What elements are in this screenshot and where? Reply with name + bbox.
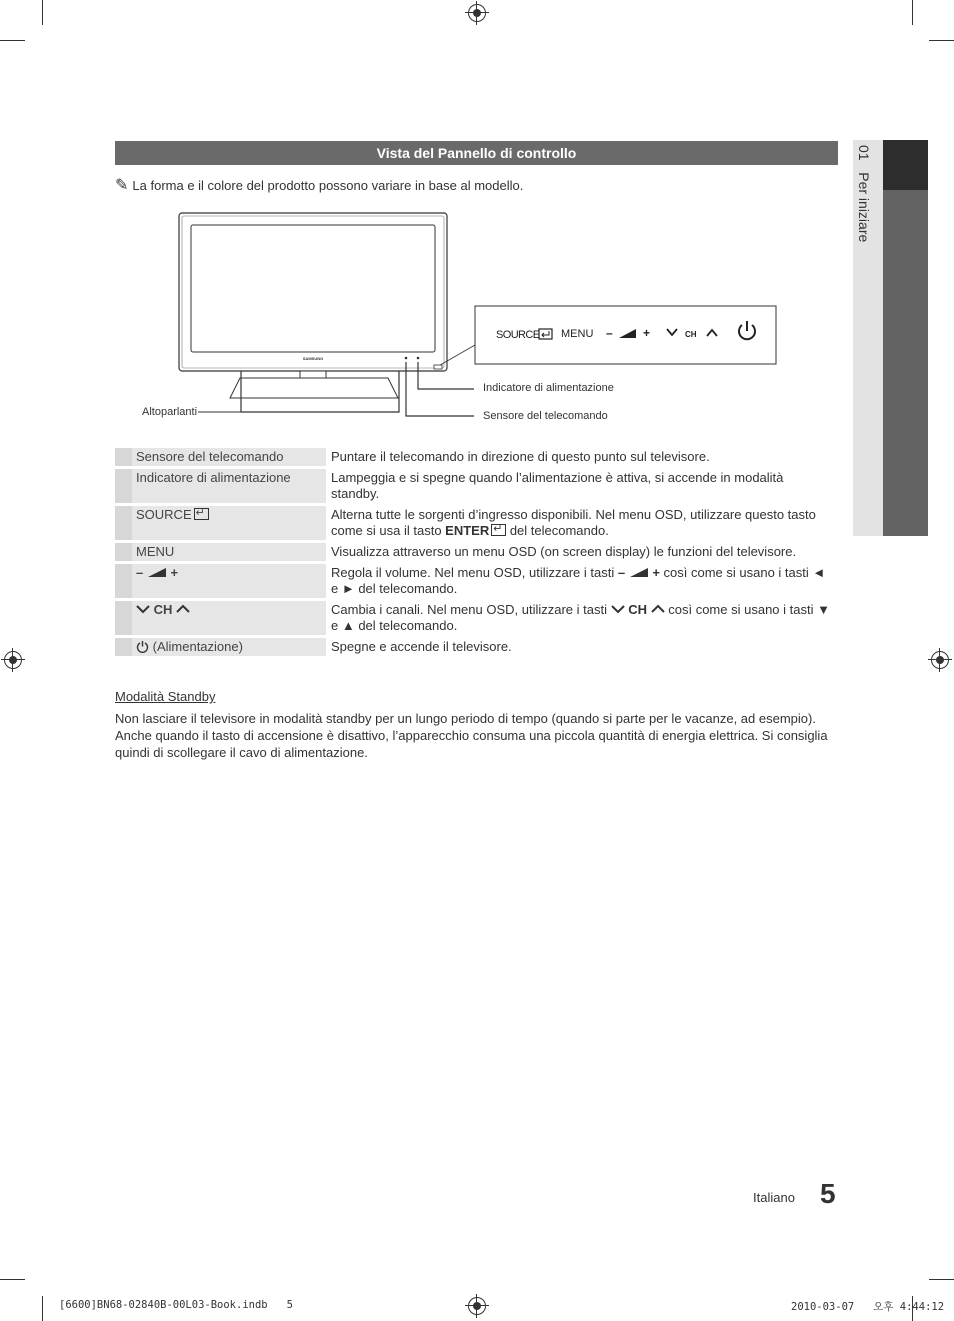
row-name-power: (Alimentazione) (132, 638, 326, 656)
standby-title: Modalità Standby (115, 689, 216, 704)
chevron-up-icon (651, 604, 665, 614)
note-pencil-icon: ✎ (115, 177, 129, 194)
registration-mark-icon (468, 1297, 486, 1315)
tv-screen (191, 225, 435, 352)
tv-diagram (130, 205, 790, 435)
panel-source-label: SOURCE (496, 329, 540, 341)
registration-mark-icon (931, 651, 949, 669)
tv-stand-base (230, 378, 398, 398)
chapter-title: Per iniziare (856, 172, 872, 243)
table-row (115, 469, 838, 503)
label-remote-sensor: Sensore del telecomando (483, 410, 608, 422)
registration-mark-icon (468, 4, 486, 22)
table-row (115, 543, 838, 561)
row-name-volume: – + (132, 564, 326, 598)
volume-icon (147, 567, 167, 578)
crop-mark (929, 40, 954, 41)
sidebar-tab-dark (883, 140, 928, 536)
row-name-source (132, 506, 326, 540)
footer-language: Italiano (753, 1190, 795, 1205)
chevron-up-icon (176, 604, 190, 614)
source-label: SOURCE (136, 507, 192, 522)
crop-mark (0, 1279, 25, 1280)
row-desc: Spegne e accende il televisore. (331, 639, 512, 654)
chapter-number: 01 (856, 145, 872, 161)
panel-vol-plus: + (643, 326, 651, 340)
row-name: Sensore del telecomando (132, 448, 326, 466)
row-desc: Cambia i canali. Nel menu OSD, utilizzare i tasti CH così come si usano i tasti ▼ e ▲ del telecomando. (331, 602, 830, 633)
crop-mark (912, 0, 913, 25)
chevron-down-icon (611, 604, 625, 614)
enter-icon (491, 524, 506, 536)
enter-key-label: ENTER (445, 523, 490, 538)
section-title: Vista del Pannello di controllo (115, 141, 838, 165)
registration-mark-icon (4, 651, 22, 669)
table-row (115, 506, 838, 540)
standby-text: Non lasciare il televisore in modalità standby per un lungo periodo di tempo (quando si parte per le vacanze, ad esempio). Anche quando il tasto di accensione è disattivo, l’apparecchio consuma una piccola quantità di energia elettrica. Si consiglia quindi di scollegare il cavo di alimentazione. (115, 711, 828, 760)
table-row (115, 448, 838, 466)
label-power-indicator: Indicatore di alimentazione (483, 382, 614, 394)
power-icon (136, 640, 149, 653)
chapter-label (856, 145, 872, 242)
crop-mark (42, 1296, 43, 1321)
note (115, 175, 523, 195)
row-name: MENU (132, 543, 326, 561)
panel-vol-minus: – (606, 326, 613, 340)
row-desc: Puntare il telecomando in direzione di questo punto sul televisore. (331, 449, 710, 464)
panel-ch-label: CH (685, 330, 697, 339)
row-desc: Alterna tutte le sorgenti d’ingresso disponibili. Nel menu OSD, utilizzare questo tasto come si usa il tasto ENTER↵ del telecomando. (326, 506, 838, 540)
print-slug-file: [6600]BN68-02840B-00L03-Book.indb 5 (59, 1299, 293, 1311)
source-enter-icon (194, 508, 209, 520)
row-desc: Visualizza attraverso un menu OSD (on screen display) le funzioni del televisore. (331, 544, 797, 559)
row-desc: Regola il volume. Nel menu OSD, utilizzare i tasti – + così come si usano i tasti ◄ e ► del telecomando. (331, 565, 826, 596)
panel-menu-label: MENU (561, 328, 594, 340)
chevron-down-icon (136, 604, 150, 614)
crop-mark (929, 1279, 954, 1280)
volume-icon (629, 567, 649, 578)
row-name: Indicatore di alimentazione (132, 469, 326, 503)
crop-mark (42, 0, 43, 25)
label-speakers: Altoparlanti (142, 406, 198, 418)
table-row (115, 638, 838, 656)
note-text: La forma e il colore del prodotto possono variare in base al modello. (132, 178, 524, 193)
row-desc: Lampeggia e si spegne quando l’alimentazione è attiva, si accende in modalità standby. (331, 470, 784, 501)
control-panel-table (115, 445, 838, 659)
page-number: 5 (820, 1178, 836, 1209)
crop-mark (0, 40, 25, 41)
print-slug-date: 2010-03-07 오후 4:44:12 (791, 1301, 945, 1313)
table-row (115, 601, 838, 635)
table-row (115, 564, 838, 598)
row-name-channel: CH (132, 601, 326, 635)
tv-brand: SAMSUNG (302, 356, 324, 361)
